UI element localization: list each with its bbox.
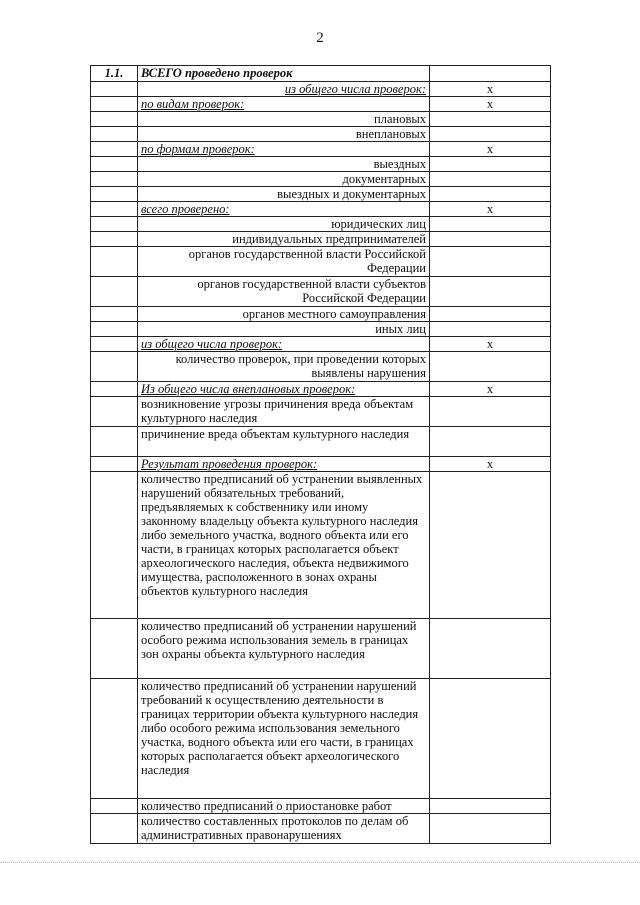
indicator-text: выездных и документарных: [277, 187, 426, 201]
value-cell: [430, 679, 551, 799]
section-number-cell: [91, 97, 138, 112]
table-row: [91, 397, 551, 427]
indicator-text: иных лиц: [375, 322, 426, 336]
indicator-text: документарных: [342, 172, 426, 186]
value-cell: [430, 217, 551, 232]
indicator-label: [138, 322, 430, 337]
table-row: [91, 232, 551, 247]
page-number: 2: [316, 30, 324, 46]
table-row: [91, 337, 551, 352]
table-row: [91, 307, 551, 322]
table-row: [91, 799, 551, 814]
table-row: [91, 157, 551, 172]
indicator-label: [138, 97, 430, 112]
indicator-text: количество предписаний о приостановке работ: [141, 799, 392, 813]
value-cell: [430, 427, 551, 457]
value-cell: x: [430, 382, 551, 397]
section-number-cell: [91, 457, 138, 472]
indicator-label: [138, 247, 430, 277]
section-number-cell: [91, 814, 138, 844]
section-number-cell: [91, 799, 138, 814]
indicator-text: органов местного самоуправления: [242, 307, 426, 321]
indicator-text: Результат проведения проверок:: [141, 457, 318, 471]
value-cell: x: [430, 82, 551, 97]
table-row: [91, 97, 551, 112]
indicator-label: [138, 187, 430, 202]
table-row: [91, 679, 551, 799]
indicator-text: индивидуальных предпринимателей: [232, 232, 426, 246]
table-row: [91, 202, 551, 217]
value-cell: x: [430, 337, 551, 352]
indicator-text: из общего числа проверок:: [141, 337, 283, 351]
indicator-label: [138, 382, 430, 397]
section-number-cell: [91, 277, 138, 307]
section-number-cell: [91, 82, 138, 97]
indicator-text: внеплановых: [355, 127, 426, 141]
indicator-text: количество предписаний об устранении нарушений особого режима использования земель в границах зон охраны объекта культурного наследия: [141, 619, 417, 661]
table-row: [91, 217, 551, 232]
table-row: [91, 187, 551, 202]
indicator-text: возникновение угрозы причинения вреда объектам культурного наследия: [141, 397, 414, 425]
value-cell: [430, 277, 551, 307]
indicator-text: количество предписаний об устранении нарушений требований к осуществлению деятельности в границах территории объекта культурного наследия либо особого режима использования земельного участка, водного объекта или его части, в границах которых располагается объект археологического наследия: [141, 679, 419, 777]
section-number-cell: [91, 142, 138, 157]
section-number-cell: [91, 322, 138, 337]
value-cell: [430, 157, 551, 172]
indicator-text: органов государственной власти субъектов Российской Федерации: [197, 277, 426, 305]
value-cell: [430, 619, 551, 679]
indicator-label: [138, 799, 430, 814]
table-row: [91, 277, 551, 307]
section-number-cell: [91, 232, 138, 247]
table-row: [91, 82, 551, 97]
indicator-label: [138, 457, 430, 472]
table-row: [91, 457, 551, 472]
section-number-cell: [91, 202, 138, 217]
value-cell: x: [430, 97, 551, 112]
indicator-text: юридических лиц: [331, 217, 426, 231]
section-number-cell: [91, 112, 138, 127]
indicator-text: плановых: [374, 112, 426, 126]
scan-footer-line: [0, 862, 640, 863]
section-number-cell: [91, 619, 138, 679]
indicator-text: количество предписаний об устранении выявленных нарушений обязательных требований, предъявляемых к собственнику или иному законному владельцу объекта культурного наследия либо земельного участка, водного объекта или его части, в границах которых располагается объект археологического наследия, объекта недвижимого имущества, расположенного в зонах охраны объектов культурного наследия: [141, 472, 423, 598]
value-cell: [430, 172, 551, 187]
value-cell: [430, 232, 551, 247]
section-number-cell: [91, 247, 138, 277]
indicator-label: [138, 427, 430, 457]
section-number-cell: [91, 187, 138, 202]
table-row: [91, 352, 551, 382]
inspection-report-table: [90, 65, 551, 844]
section-number-cell: [91, 337, 138, 352]
indicator-text: из общего числа проверок:: [284, 82, 426, 96]
indicator-label: [138, 82, 430, 97]
indicator-text: органов государственной власти Российской Федерации: [188, 247, 426, 275]
indicator-label: [138, 157, 430, 172]
section-number-cell: [91, 427, 138, 457]
indicator-text: Из общего числа внеплановых проверок:: [141, 382, 356, 396]
section-number-cell: [91, 397, 138, 427]
value-cell: [430, 187, 551, 202]
section-number-cell: [91, 352, 138, 382]
value-cell: x: [430, 202, 551, 217]
value-cell: [430, 397, 551, 427]
indicator-text: выездных: [373, 157, 426, 171]
indicator-label: [138, 172, 430, 187]
table-row: [91, 427, 551, 457]
value-cell: [430, 799, 551, 814]
indicator-label: [138, 232, 430, 247]
value-cell: [430, 66, 551, 82]
section-number-cell: [91, 127, 138, 142]
table-row: [91, 112, 551, 127]
table-row: [91, 127, 551, 142]
table-row: [91, 322, 551, 337]
indicator-text: по видам проверок:: [141, 97, 245, 111]
table-row: [91, 472, 551, 619]
section-number-cell: [91, 217, 138, 232]
value-cell: [430, 247, 551, 277]
value-cell: [430, 352, 551, 382]
indicator-label: [138, 307, 430, 322]
indicator-label: [138, 337, 430, 352]
indicator-label: [138, 397, 430, 427]
indicator-label: [138, 112, 430, 127]
table-row: [91, 66, 551, 82]
table-row: [91, 619, 551, 679]
section-number-cell: [91, 472, 138, 619]
table-row: [91, 142, 551, 157]
table-row: [91, 382, 551, 397]
section-number-cell: [91, 307, 138, 322]
indicator-text: количество составленных протоколов по делам об административных правонарушениях: [141, 814, 409, 842]
value-cell: [430, 112, 551, 127]
indicator-label: [138, 619, 430, 679]
table-row: [91, 247, 551, 277]
indicator-label: [138, 202, 430, 217]
value-cell: x: [430, 457, 551, 472]
section-number-cell: [91, 157, 138, 172]
indicator-text: количество проверок, при проведении которых выявлены нарушения: [175, 352, 426, 380]
indicator-text: причинение вреда объектам культурного наследия: [141, 427, 410, 441]
section-number-cell: [91, 172, 138, 187]
value-cell: [430, 472, 551, 619]
value-cell: [430, 322, 551, 337]
indicator-label: [138, 66, 430, 82]
indicator-label: [138, 352, 430, 382]
report-table-body: [91, 66, 551, 844]
indicator-label: [138, 142, 430, 157]
value-cell: [430, 814, 551, 844]
value-cell: [430, 127, 551, 142]
section-number-cell: [91, 382, 138, 397]
indicator-label: [138, 814, 430, 844]
indicator-label: [138, 217, 430, 232]
value-cell: x: [430, 142, 551, 157]
table-row: [91, 814, 551, 844]
table-row: [91, 172, 551, 187]
indicator-label: [138, 277, 430, 307]
indicator-text: по формам проверок:: [141, 142, 255, 156]
section-number-cell: 1.1.: [91, 66, 138, 82]
indicator-label: [138, 472, 430, 619]
indicator-label: [138, 679, 430, 799]
value-cell: [430, 307, 551, 322]
indicator-text: ВСЕГО проведено проверок: [141, 66, 293, 80]
indicator-text: всего проверено:: [141, 202, 230, 216]
indicator-label: [138, 127, 430, 142]
section-number-cell: [91, 679, 138, 799]
